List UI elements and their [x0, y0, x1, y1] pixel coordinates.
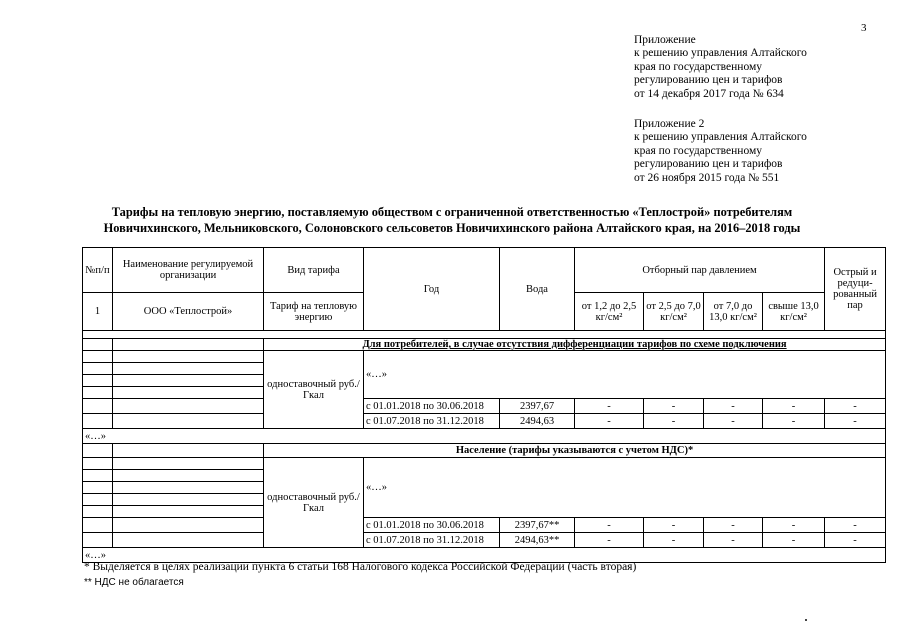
- header-org: Наименование регулируемой организации: [113, 248, 264, 293]
- section-2-ellipsis: «…»: [364, 458, 886, 518]
- pressure-1-cell: -: [575, 518, 644, 533]
- section-1-after-ellipsis: «…»: [83, 429, 886, 444]
- section-2-after-ellipsis: «…»: [83, 548, 886, 563]
- appendix-2-line: Приложение 2: [634, 118, 705, 130]
- pressure-1-cell: -: [575, 399, 644, 414]
- header-pressure-1: от 1,2 до 2,5 кг/см²: [575, 293, 644, 331]
- page-number: 3: [861, 22, 867, 34]
- section-1-ellipsis: «…»: [364, 351, 886, 399]
- empty-cell: [113, 518, 264, 533]
- empty-cell: [113, 482, 264, 494]
- empty-cell: [83, 351, 113, 363]
- pressure-1-cell: -: [575, 414, 644, 429]
- empty-cell: [83, 458, 113, 470]
- scan-speck: [805, 619, 807, 621]
- empty-cell: [113, 351, 264, 363]
- empty-cell: [113, 363, 264, 375]
- empty-cell: [83, 518, 113, 533]
- pressure-2-cell: -: [644, 533, 704, 548]
- pressure-3-cell: -: [704, 399, 763, 414]
- sharp-steam-cell: -: [825, 518, 886, 533]
- water-cell: 2397,67: [500, 399, 575, 414]
- empty-cell: [113, 506, 264, 518]
- period-cell: с 01.01.2018 по 30.06.2018: [364, 399, 500, 414]
- appendix-1-line: Приложение: [634, 34, 696, 46]
- footnote-vat: * Выделяется в целях реализации пункта 6 статьи 168 Налогового кодекса Российской Федерации (часть вторая): [84, 561, 637, 573]
- water-cell: 2494,63: [500, 414, 575, 429]
- empty-cell: [83, 506, 113, 518]
- document-title-line-2: Новичихинского, Мельниковского, Солоновского сельсоветов Новичихинского района Алтайского края, на 2016–2018 годы: [103, 221, 801, 235]
- section-1-title: Для потребителей, в случае отсутствия дифференциации тарифов по схеме подключения: [264, 339, 886, 351]
- appendix-1-line: от 14 декабря 2017 года № 634: [634, 87, 784, 100]
- pressure-3-cell: -: [704, 533, 763, 548]
- pressure-2-cell: -: [644, 414, 704, 429]
- period-cell: с 01.01.2018 по 30.06.2018: [364, 518, 500, 533]
- table-row: [83, 533, 886, 548]
- period-cell: с 01.07.2018 по 31.12.2018: [364, 414, 500, 429]
- pressure-1-cell: -: [575, 533, 644, 548]
- pressure-2-cell: -: [644, 399, 704, 414]
- empty-cell: [113, 533, 264, 548]
- appendix-2-line: от 26 ноября 2015 года № 551: [634, 171, 780, 184]
- pressure-4-cell: -: [763, 414, 825, 429]
- appendix-1-line: края по государственному: [634, 60, 762, 73]
- pressure-4-cell: -: [763, 533, 825, 548]
- empty-cell: [83, 363, 113, 375]
- appendix-2-header: [634, 118, 807, 185]
- empty-cell: [113, 387, 264, 399]
- empty-cell: [113, 414, 264, 429]
- header-pressure-3: от 7,0 до 13,0 кг/см²: [704, 293, 763, 331]
- header-steam: Отборный пар давлением: [575, 248, 825, 293]
- org-row-num: 1: [83, 293, 113, 331]
- pressure-3-cell: -: [704, 414, 763, 429]
- section-1-tariff-label: одноставочный руб./Гкал: [264, 351, 364, 429]
- empty-cell: [83, 482, 113, 494]
- empty-cell: [83, 494, 113, 506]
- pressure-2-cell: -: [644, 518, 704, 533]
- empty-cell: [113, 375, 264, 387]
- document-title: [20, 204, 884, 236]
- org-row-name: ООО «Теплострой»: [113, 293, 264, 331]
- org-row-tariff: Тариф на тепловую энергию: [264, 293, 364, 331]
- spacer-row: [83, 331, 886, 339]
- empty-cell: [83, 339, 113, 351]
- table-row: [83, 399, 886, 414]
- header-num: №п/п: [83, 248, 113, 293]
- sharp-steam-cell: -: [825, 533, 886, 548]
- section-2-tariff-label: одноставочный руб./Гкал: [264, 458, 364, 548]
- sharp-steam-cell: -: [825, 414, 886, 429]
- header-tariff-type: Вид тарифа: [264, 248, 364, 293]
- empty-cell: [113, 458, 264, 470]
- footnote-no-vat: ** НДС не облагается: [84, 577, 184, 588]
- water-cell: 2494,63**: [500, 533, 575, 548]
- empty-cell: [83, 387, 113, 399]
- water-cell: 2397,67**: [500, 518, 575, 533]
- header-water: Вода: [500, 248, 575, 331]
- pressure-3-cell: -: [704, 518, 763, 533]
- appendix-1-line: регулированию цен и тарифов: [634, 74, 783, 87]
- appendix-2-line: регулированию цен и тарифов: [634, 158, 783, 171]
- empty-cell: [83, 399, 113, 414]
- empty-cell: [113, 470, 264, 482]
- appendix-1-line: к решению управления Алтайского: [634, 47, 807, 60]
- period-cell: с 01.07.2018 по 31.12.2018: [364, 533, 500, 548]
- empty-cell: [113, 339, 264, 351]
- appendix-1-header: [634, 34, 807, 101]
- empty-cell: [83, 444, 113, 458]
- header-pressure-4: свыше 13,0 кг/см²: [763, 293, 825, 331]
- appendix-2-line: к решению управления Алтайского: [634, 131, 807, 144]
- empty-cell: [83, 414, 113, 429]
- header-sharp-steam: Острый и редуци-рованный пар: [825, 248, 886, 331]
- empty-cell: [83, 375, 113, 387]
- empty-cell: [113, 444, 264, 458]
- table-row: [83, 414, 886, 429]
- empty-cell: [113, 399, 264, 414]
- document-title-line-1: Тарифы на тепловую энергию, поставляемую обществом с ограниченной ответственностью «Теплострой» потребителям: [111, 205, 793, 219]
- empty-cell: [113, 494, 264, 506]
- section-2-title: Население (тарифы указываются с учетом НДС)*: [264, 444, 886, 458]
- tariff-table: [82, 247, 886, 563]
- pressure-4-cell: -: [763, 518, 825, 533]
- table-row: [83, 518, 886, 533]
- header-year: Год: [364, 248, 500, 331]
- sharp-steam-cell: -: [825, 399, 886, 414]
- appendix-2-line: края по государственному: [634, 144, 762, 157]
- empty-cell: [83, 470, 113, 482]
- header-pressure-2: от 2,5 до 7,0 кг/см²: [644, 293, 704, 331]
- empty-cell: [83, 533, 113, 548]
- pressure-4-cell: -: [763, 399, 825, 414]
